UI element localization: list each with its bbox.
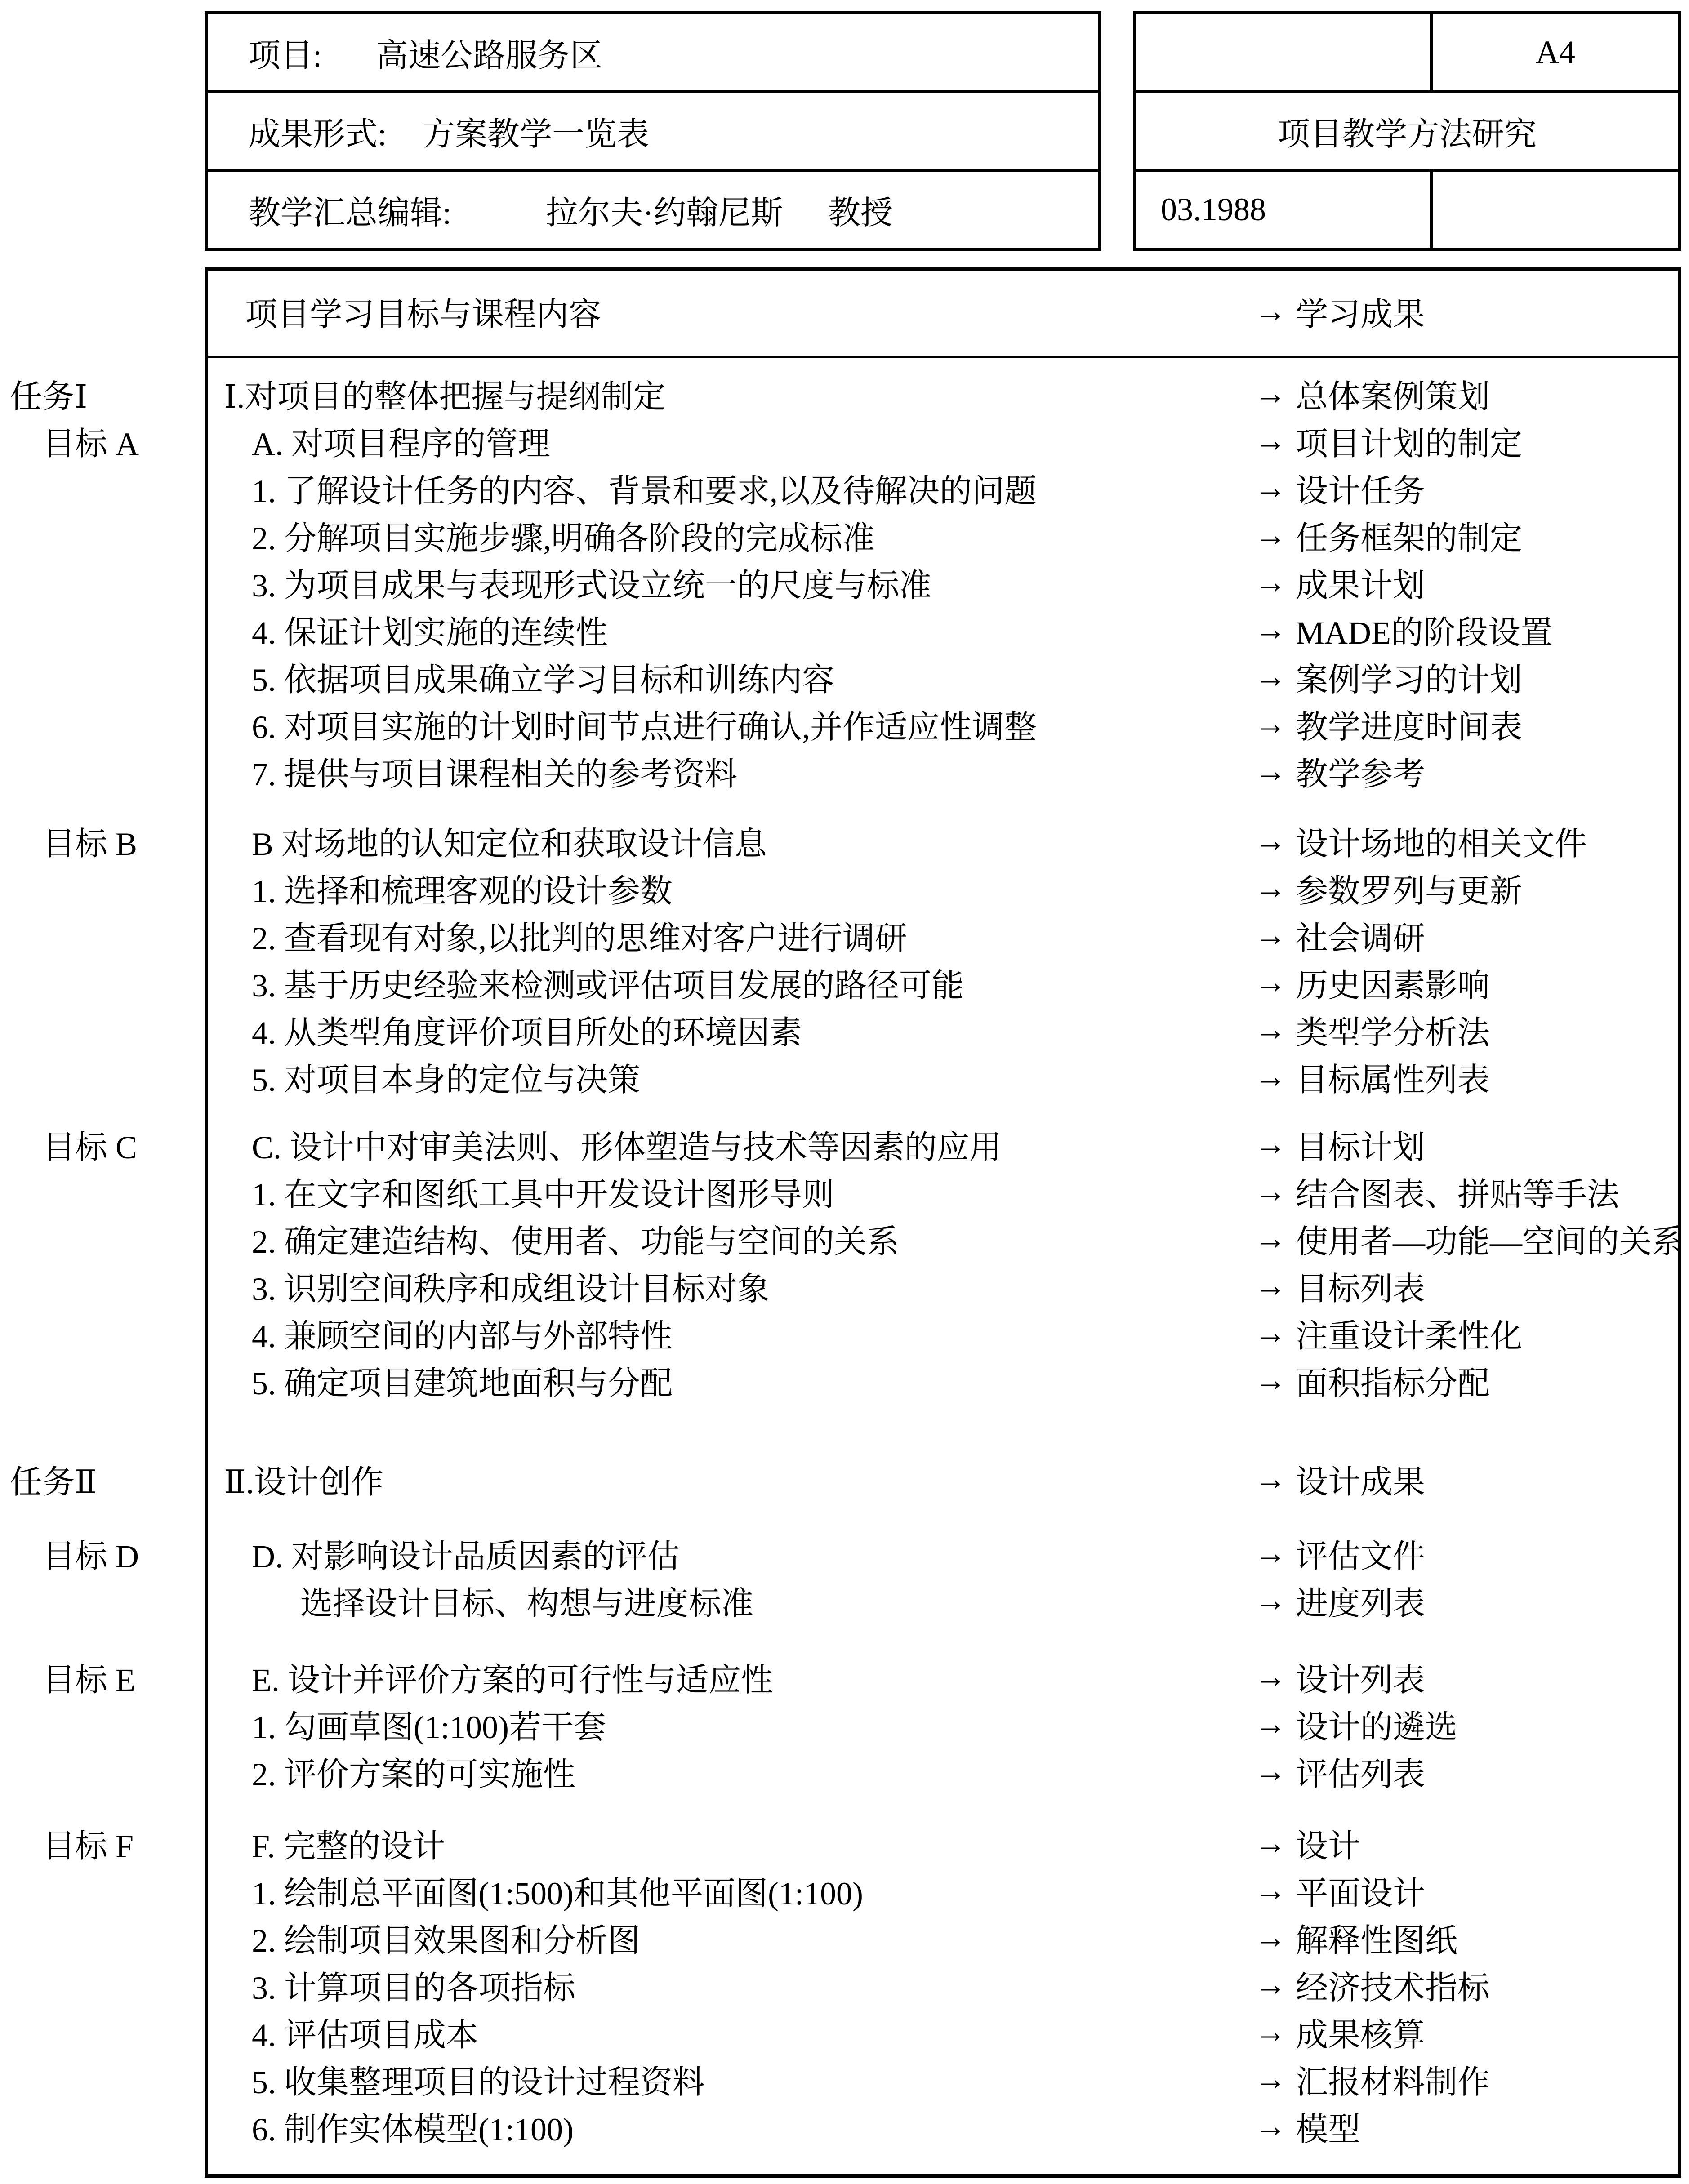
outcome-text: 评估列表	[1296, 1756, 1426, 1793]
row-content: 1. 勾画草图(1:100)若干套	[252, 1709, 606, 1745]
outcome-text: 参数罗列与更新	[1296, 873, 1523, 909]
row-outcome	[1254, 1962, 1689, 2008]
table-section	[0, 817, 1689, 1100]
row-content: 3. 识别空间秩序和成组设计目标对象	[252, 1271, 770, 1307]
row-outcome	[1254, 512, 1689, 559]
section-rows	[205, 1819, 1689, 2150]
row-outcome	[1254, 2009, 1689, 2055]
outcome-text: 成果计划	[1296, 567, 1426, 604]
arrow-icon: →	[1254, 293, 1287, 329]
row-content: 2. 评价方案的可实施性	[252, 1756, 576, 1793]
outcome-text: MADE的阶段设置	[1296, 614, 1553, 651]
format-label: 成果形式:	[248, 116, 387, 152]
arrow-icon: →	[1254, 753, 1287, 789]
outcome-text: 设计任务	[1296, 473, 1426, 509]
arrow-icon: →	[1254, 1582, 1287, 1618]
outcome-text: 社会调研	[1296, 920, 1426, 956]
table-row	[205, 606, 1689, 653]
row-content: F. 完整的设计	[252, 1828, 446, 1864]
arrow-icon: →	[1254, 1966, 1287, 2002]
outcome-text: 面积指标分配	[1296, 1365, 1490, 1401]
row-outcome	[1254, 465, 1689, 512]
row-outcome	[1254, 1820, 1689, 1867]
outcome-text: 设计的遴选	[1296, 1709, 1458, 1745]
outcome-text: 进度列表	[1296, 1585, 1426, 1622]
row-content: 6. 对项目实施的计划时间节点进行确认,并作适应性调整	[252, 709, 1037, 745]
table-row	[205, 1309, 1689, 1357]
row-outcome	[1254, 959, 1689, 1006]
arrow-icon: →	[1254, 1706, 1287, 1742]
margin-label: 任务Ⅱ	[10, 1464, 97, 1500]
table-row	[205, 2008, 1689, 2055]
title-block-left	[205, 11, 1101, 251]
arrow-icon: →	[1254, 1461, 1287, 1497]
arrow-icon: →	[1254, 611, 1287, 647]
outcome-text: 经济技术指标	[1296, 1970, 1490, 2006]
row-outcome	[1254, 1263, 1689, 1309]
table-row	[205, 653, 1689, 700]
table-section	[0, 1653, 1689, 1795]
table-section	[0, 1819, 1689, 2150]
table-header-content: 项目学习目标与课程内容	[245, 296, 602, 333]
table-row	[205, 912, 1689, 959]
arrow-icon: →	[1254, 2014, 1287, 2050]
table-row	[205, 1357, 1689, 1404]
row-content: 1. 绘制总平面图(1:500)和其他平面图(1:100)	[252, 1875, 863, 1912]
outcome-text: 汇报材料制作	[1296, 2064, 1490, 2100]
title-block-right	[1133, 11, 1681, 251]
table-row	[205, 1215, 1689, 1262]
row-outcome	[1254, 1456, 1689, 1503]
table-header-row	[205, 267, 1681, 358]
arrow-icon: →	[1254, 1919, 1287, 1955]
row-outcome	[1254, 1748, 1689, 1795]
row-content: 选择设计目标、构想与进度标准	[300, 1585, 754, 1622]
table-row	[205, 1006, 1689, 1053]
table-sections	[0, 358, 1689, 2150]
section-rows	[205, 370, 1689, 417]
empty-cell	[1136, 14, 1433, 90]
margin-label: 目标 A	[43, 426, 139, 462]
paper-size: A4	[1536, 34, 1575, 70]
table-row	[205, 370, 1689, 417]
table-row	[205, 1961, 1689, 2008]
row-content: 5. 收集整理项目的设计过程资料	[252, 2064, 705, 2100]
row-content: A. 对项目程序的管理	[252, 426, 550, 462]
table-row	[205, 864, 1689, 912]
arrow-icon: →	[1254, 1659, 1287, 1695]
row-outcome	[1254, 1914, 1689, 1961]
table-header-outcome	[1254, 288, 1681, 335]
project-value: 高速公路服务区	[376, 37, 603, 74]
table-section	[0, 1530, 1689, 1624]
row-outcome	[1254, 1168, 1689, 1215]
row-outcome	[1254, 418, 1689, 464]
table-section	[0, 1455, 1689, 1503]
study-title: 项目教学方法研究	[1277, 116, 1537, 152]
project-row	[208, 14, 1098, 90]
outcome-text: 设计成果	[1296, 1464, 1426, 1500]
margin-label: 目标 B	[43, 826, 138, 862]
row-content: 5. 确定项目建筑地面积与分配	[252, 1365, 673, 1401]
table-row	[205, 1168, 1689, 1215]
margin-label: 目标 C	[43, 1129, 138, 1165]
outcome-text: 类型学分析法	[1296, 1014, 1490, 1051]
section-rows	[205, 1653, 1689, 1795]
table-row	[205, 1867, 1689, 1914]
row-content: 1. 在文字和图纸工具中开发设计图形导则	[252, 1176, 835, 1213]
main-table	[0, 267, 1689, 2150]
format-value: 方案教学一览表	[423, 116, 650, 152]
arrow-icon: →	[1254, 2108, 1287, 2144]
format-row	[208, 90, 1098, 169]
row-outcome	[1254, 1701, 1689, 1748]
row-outcome	[1254, 748, 1689, 795]
outcome-text: 历史因素影响	[1296, 967, 1490, 1004]
row-outcome	[1254, 1867, 1689, 1914]
outcome-text: 案例学习的计划	[1296, 662, 1523, 698]
outcome-text: 平面设计	[1296, 1875, 1426, 1912]
row-outcome	[1254, 1357, 1689, 1404]
section-rows	[205, 817, 1689, 1100]
arrow-icon: →	[1254, 1220, 1287, 1256]
table-row	[205, 1053, 1689, 1100]
table-row	[205, 559, 1689, 606]
section-rows	[205, 1530, 1689, 1624]
row-outcome	[1254, 2056, 1689, 2103]
table-row	[205, 1262, 1689, 1309]
arrow-icon: →	[1254, 1535, 1287, 1571]
project-label: 项目:	[248, 37, 322, 74]
outcome-text: 教学进度时间表	[1296, 709, 1523, 745]
outcome-text: 成果核算	[1296, 2017, 1426, 2053]
outcome-text: 设计场地的相关文件	[1296, 826, 1587, 862]
row-content: 4. 兼顾空间的内部与外部特性	[252, 1318, 673, 1354]
empty-cell	[1433, 172, 1678, 248]
row-content: 4. 从类型角度评价项目所处的环境因素	[252, 1014, 802, 1051]
outcome-text: 总体案例策划	[1296, 378, 1490, 415]
arrow-icon: →	[1254, 1011, 1287, 1047]
table-row	[205, 1700, 1689, 1748]
editor-label: 教学汇总编辑:	[248, 195, 452, 231]
row-content: 1. 了解设计任务的内容、背景和要求,以及待解决的问题	[252, 473, 1037, 509]
table-row	[205, 700, 1689, 747]
table-row	[205, 2055, 1689, 2103]
row-outcome	[1254, 606, 1689, 653]
table-row	[205, 512, 1689, 559]
editor-title: 教授	[828, 195, 893, 231]
margin-label: 目标 E	[43, 1662, 135, 1698]
arrow-icon: →	[1254, 564, 1287, 600]
arrow-icon: →	[1254, 1315, 1287, 1351]
row-outcome	[1254, 559, 1689, 606]
arrow-icon: →	[1254, 917, 1287, 953]
row-content: 5. 对项目本身的定位与决策	[252, 1062, 641, 1098]
outcome-text: 设计	[1296, 1828, 1361, 1864]
arrow-icon: →	[1254, 1872, 1287, 1908]
editor-value: 拉尔夫·约翰尼斯	[546, 195, 783, 231]
row-content: E. 设计并评价方案的可行性与适应性	[252, 1662, 773, 1698]
row-content: 2. 确定建造结构、使用者、功能与空间的关系	[252, 1223, 900, 1260]
row-outcome	[1254, 1310, 1689, 1357]
table-row	[205, 1819, 1689, 1867]
row-outcome	[1254, 370, 1689, 417]
outcome-text: 注重设计柔性化	[1296, 1318, 1523, 1354]
table-row	[205, 1121, 1689, 1168]
row-content: C. 设计中对审美法则、形体塑造与技术等因素的应用	[252, 1129, 1002, 1165]
outcome-text: 教学参考	[1296, 756, 1426, 792]
row-outcome	[1254, 1121, 1689, 1168]
section-rows	[205, 1455, 1689, 1503]
section-rows	[205, 1121, 1689, 1404]
arrow-icon: →	[1254, 870, 1287, 906]
row-outcome	[1254, 2103, 1689, 2150]
outcome-text: 设计列表	[1296, 1662, 1426, 1698]
row-content: D. 对影响设计品质因素的评估	[252, 1538, 680, 1575]
outcome-text: 任务框架的制定	[1296, 520, 1523, 556]
arrow-icon: →	[1254, 706, 1287, 742]
date-value: 03.1988	[1136, 172, 1433, 248]
row-content: 2. 查看现有对象,以批判的思维对客户进行调研	[252, 920, 908, 956]
arrow-icon: →	[1254, 823, 1287, 858]
table-section	[0, 417, 1689, 795]
table-row	[205, 747, 1689, 795]
arrow-icon: →	[1254, 1268, 1287, 1303]
row-content: 2. 分解项目实施步骤,明确各阶段的完成标准	[252, 520, 875, 556]
row-content: 4. 评估项目成本	[252, 2017, 479, 2053]
row-content: 7. 提供与项目课程相关的参考资料	[252, 756, 738, 792]
row-outcome	[1254, 654, 1689, 700]
table-row	[205, 1914, 1689, 1961]
outcome-text: 评估文件	[1296, 1538, 1426, 1575]
row-outcome	[1254, 1654, 1689, 1700]
margin-label: 任务Ⅰ	[10, 378, 88, 415]
table-row	[205, 1530, 1689, 1577]
row-content: Ⅱ.设计创作	[224, 1464, 383, 1500]
arrow-icon: →	[1254, 1059, 1287, 1094]
arrow-icon: →	[1254, 658, 1287, 694]
row-outcome	[1254, 865, 1689, 912]
table-section	[0, 1121, 1689, 1404]
outcome-text: 目标列表	[1296, 1271, 1426, 1307]
row-outcome	[1254, 1577, 1689, 1624]
margin-label: 目标 D	[43, 1538, 139, 1575]
row-outcome	[1254, 1054, 1689, 1100]
arrow-icon: →	[1254, 1753, 1287, 1789]
outcome-text: 目标计划	[1296, 1129, 1426, 1165]
row-outcome	[1254, 1530, 1689, 1577]
arrow-icon: →	[1254, 1362, 1287, 1398]
table-row	[205, 817, 1689, 864]
study-title-row	[1136, 90, 1678, 169]
table-row	[205, 1653, 1689, 1700]
row-content: Ⅰ.对项目的整体把握与提纲制定	[224, 378, 666, 415]
row-outcome	[1254, 912, 1689, 959]
row-outcome	[1254, 818, 1689, 864]
paper-size-row	[1136, 14, 1678, 90]
row-outcome	[1254, 1215, 1689, 1262]
row-outcome	[1254, 1006, 1689, 1053]
outcome-text: 模型	[1296, 2111, 1361, 2148]
arrow-icon: →	[1254, 1126, 1287, 1162]
row-content: 5. 依据项目成果确立学习目标和训练内容	[252, 662, 835, 698]
table-header-outcome-text: 学习成果	[1296, 296, 1426, 333]
arrow-icon: →	[1254, 1173, 1287, 1209]
row-content: B 对场地的认知定位和获取设计信息	[252, 826, 767, 862]
table-row	[205, 464, 1689, 512]
date-row	[1136, 169, 1678, 248]
arrow-icon: →	[1254, 423, 1287, 458]
arrow-icon: →	[1254, 964, 1287, 1000]
row-content: 3. 计算项目的各项指标	[252, 1970, 576, 2006]
table-row	[205, 1455, 1689, 1503]
row-content: 3. 为项目成果与表现形式设立统一的尺度与标准	[252, 567, 932, 604]
outcome-text: 解释性图纸	[1296, 1922, 1458, 1959]
row-outcome	[1254, 701, 1689, 747]
arrow-icon: →	[1254, 2061, 1287, 2097]
row-content: 1. 选择和梳理客观的设计参数	[252, 873, 673, 909]
table-row	[205, 959, 1689, 1006]
row-content: 4. 保证计划实施的连续性	[252, 614, 608, 651]
section-rows	[205, 417, 1689, 795]
table-row	[205, 1748, 1689, 1795]
outcome-text: 目标属性列表	[1296, 1062, 1490, 1098]
editor-row	[208, 169, 1098, 248]
table-row	[205, 1577, 1689, 1624]
table-section	[0, 370, 1689, 417]
table-row	[205, 417, 1689, 464]
row-content: 6. 制作实体模型(1:100)	[252, 2111, 574, 2148]
outcome-text: 项目计划的制定	[1296, 426, 1523, 462]
arrow-icon: →	[1254, 470, 1287, 506]
outcome-text: 结合图表、拼贴等手法	[1296, 1176, 1620, 1213]
arrow-icon: →	[1254, 375, 1287, 411]
row-content: 3. 基于历史经验来检测或评估项目发展的路径可能	[252, 967, 964, 1004]
outcome-text: 使用者—功能—空间的关系	[1296, 1223, 1685, 1260]
row-content: 2. 绘制项目效果图和分析图	[252, 1922, 641, 1959]
margin-label: 目标 F	[43, 1828, 134, 1864]
arrow-icon: →	[1254, 517, 1287, 553]
arrow-icon: →	[1254, 1825, 1287, 1861]
table-row	[205, 2103, 1689, 2150]
